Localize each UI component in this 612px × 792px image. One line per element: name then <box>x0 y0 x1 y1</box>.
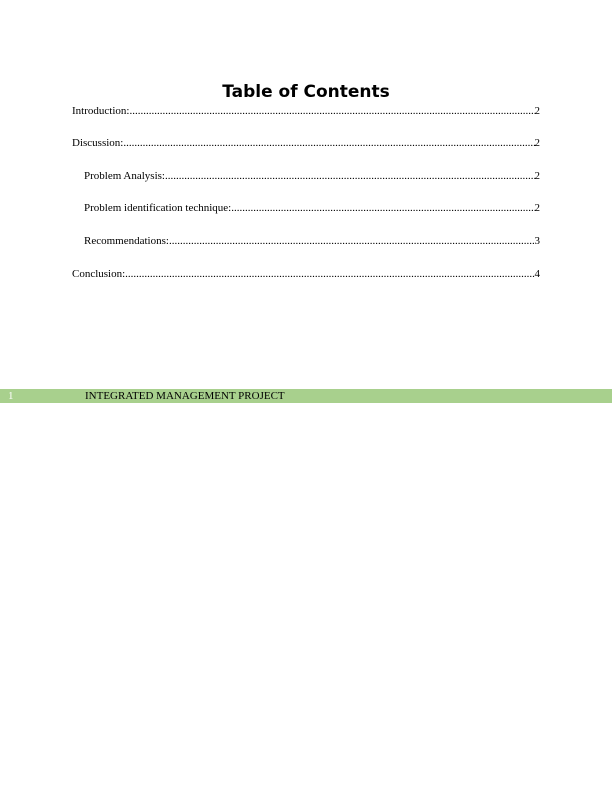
toc-dot-leader <box>165 169 535 183</box>
toc-entry-page: 2 <box>534 202 540 214</box>
toc-entry-label: Discussion: <box>72 137 124 149</box>
toc-entry-label: Problem Analysis: <box>84 170 165 182</box>
toc-entry-page: 3 <box>534 235 540 247</box>
toc-entry-page: 2 <box>534 137 540 149</box>
toc-entry-label: Recommendations: <box>84 235 169 247</box>
footer-band <box>0 389 612 403</box>
toc-entry-label: Problem identification technique: <box>84 202 232 214</box>
toc-dot-leader <box>169 234 535 248</box>
toc-entry-introduction[interactable] <box>72 104 540 118</box>
toc-entry-problem-identification[interactable] <box>84 201 540 215</box>
toc-entry-problem-analysis[interactable] <box>84 169 540 183</box>
toc-title: Table of Contents <box>222 82 390 102</box>
toc-dot-leader <box>231 201 534 215</box>
footer-title: INTEGRATED MANAGEMENT PROJECT <box>85 390 285 402</box>
footer-page-number: 1 <box>8 390 14 402</box>
toc-entry-discussion[interactable] <box>72 136 540 150</box>
toc-entry-page: 4 <box>534 268 540 280</box>
toc-dot-leader <box>129 104 534 118</box>
toc-entry-label: Conclusion: <box>72 268 126 280</box>
toc-dot-leader <box>123 136 534 150</box>
toc-dot-leader <box>125 267 534 281</box>
toc-entry-page: 2 <box>534 170 540 182</box>
toc-entry-page: 2 <box>534 105 540 117</box>
toc-entry-recommendations[interactable] <box>84 234 540 248</box>
toc-entry-conclusion[interactable] <box>72 267 540 281</box>
toc-entry-label: Introduction: <box>72 105 130 117</box>
toc-list <box>0 0 612 300</box>
